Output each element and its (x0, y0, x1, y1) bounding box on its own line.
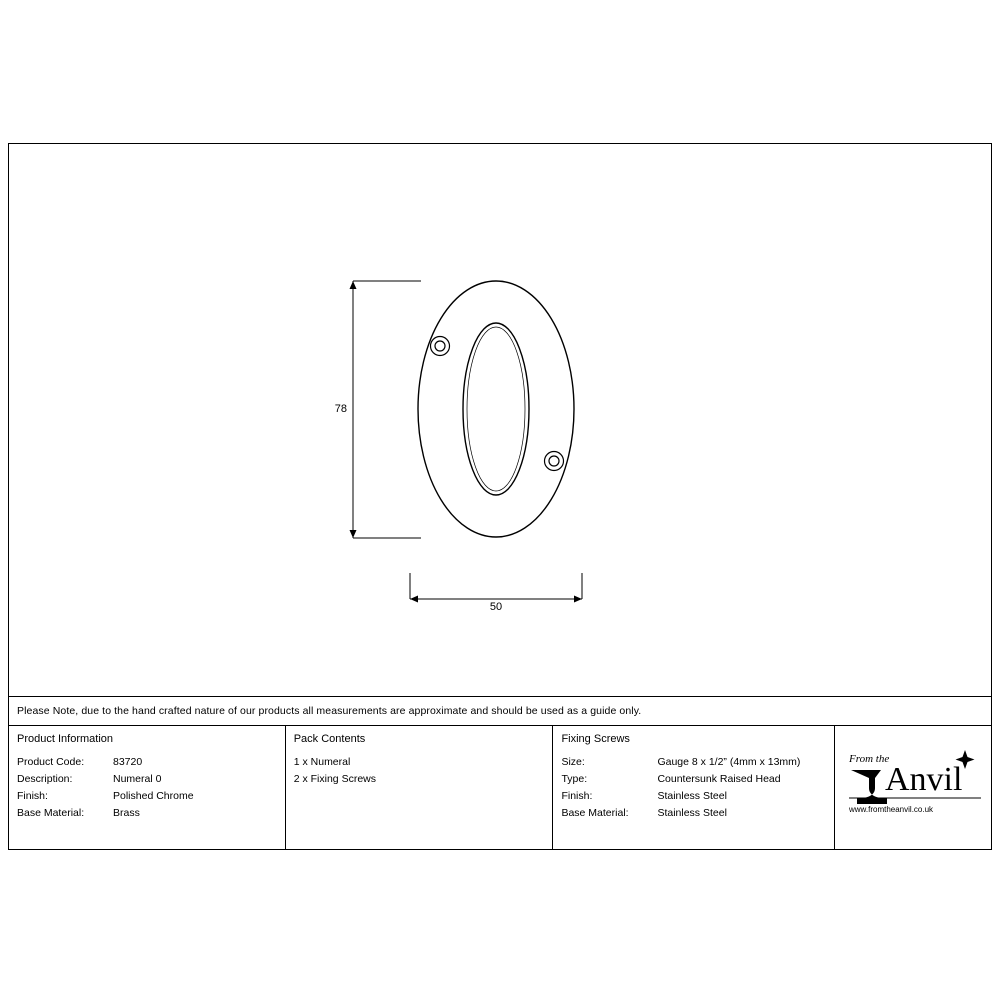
height-dimension-label: 78 (334, 403, 347, 415)
list-item: 1 x Numeral (293, 756, 351, 768)
measurement-note-text: Please Note, due to the hand crafted nature of our products all measurements are approximate and should be used as a guide only. (17, 705, 642, 717)
numeral-technical-drawing (9, 144, 991, 696)
table-row (17, 771, 277, 788)
product-code-value: 83720 (113, 756, 143, 768)
description-value: Numeral 0 (113, 773, 162, 785)
numeral-inner-outline (463, 323, 529, 495)
width-arrow-right (574, 596, 582, 603)
pack-contents-column (286, 726, 554, 850)
base-material-value: Brass (113, 807, 140, 819)
screw-base-material-label: Base Material: (561, 807, 629, 819)
table-row (17, 754, 277, 771)
brand-logo (835, 726, 991, 850)
logo-brand-text: Anvil (885, 761, 963, 798)
screw-base-material-value: Stainless Steel (657, 807, 727, 819)
product-code-label: Product Code: (17, 756, 85, 768)
fixing-screws-heading: Fixing Screws (561, 733, 630, 745)
table-row (17, 805, 277, 822)
fixing-screws-column (553, 726, 835, 850)
pack-contents-heading: Pack Contents (293, 733, 366, 745)
drawing-sheet (8, 143, 992, 850)
width-dimension-label: 50 (489, 601, 503, 613)
fixing-hole-upper-inner (435, 341, 445, 351)
list-item: 2 x Fixing Screws (293, 773, 376, 785)
anvil-logo-icon (845, 740, 985, 836)
table-row (561, 754, 826, 771)
logo-from-the-text: From the (849, 753, 890, 765)
table-row (561, 788, 826, 805)
table-row (561, 771, 826, 788)
drawing-area (9, 144, 991, 696)
finish-label: Finish: (17, 790, 48, 802)
product-information-heading: Product Information (17, 733, 113, 745)
product-information-column (9, 726, 286, 850)
table-row (17, 788, 277, 805)
anvil-shape-icon (851, 770, 887, 804)
brand-logo-column (835, 726, 991, 850)
logo-website-text: www.fromtheanvil.co.uk (849, 805, 934, 814)
screw-type-value: Countersunk Raised Head (657, 773, 781, 785)
specification-table (9, 726, 991, 850)
table-row (561, 805, 826, 822)
screw-size-label: Size: (561, 756, 585, 768)
screw-type-label: Type: (561, 773, 588, 785)
height-arrow-bottom (350, 530, 357, 538)
finish-value: Polished Chrome (113, 790, 194, 802)
base-material-label: Base Material: (17, 807, 85, 819)
screw-size-value: Gauge 8 x 1/2” (4mm x 13mm) (657, 756, 801, 768)
height-arrow-top (350, 281, 357, 289)
measurement-note-row (9, 696, 991, 726)
screw-finish-label: Finish: (561, 790, 593, 802)
description-label: Description: (17, 773, 73, 785)
width-arrow-left (410, 596, 418, 603)
fixing-hole-lower-inner (549, 456, 559, 466)
screw-finish-value: Stainless Steel (657, 790, 727, 802)
